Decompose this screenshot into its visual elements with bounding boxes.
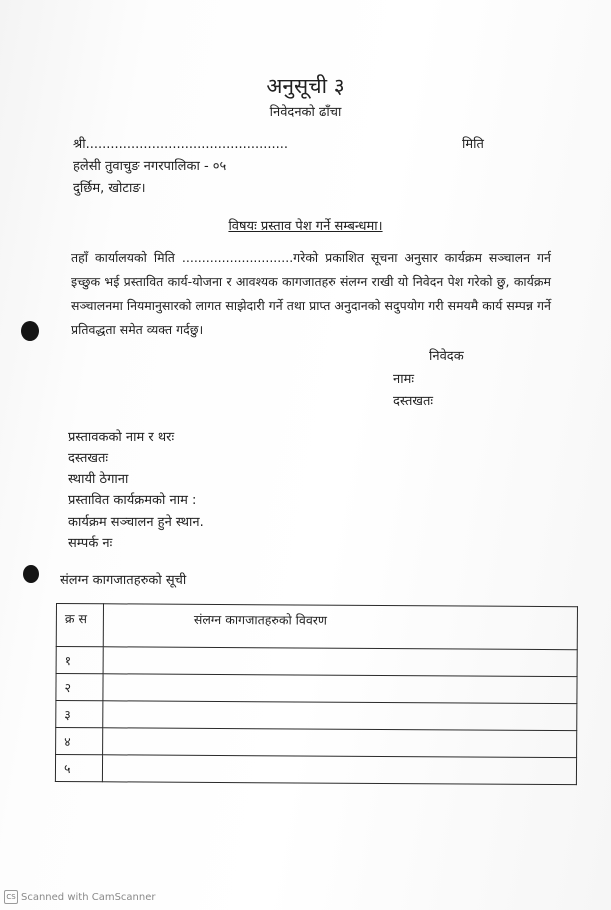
serial-number-cell: २ bbox=[56, 674, 103, 701]
proposer-signature-label: दस्तखतः bbox=[68, 451, 109, 466]
description-header: संलग्न कागजातहरुको विवरण bbox=[103, 604, 577, 650]
attachments-heading: संलग्न कागजातहरुको सूची bbox=[60, 573, 187, 588]
punch-hole bbox=[21, 321, 39, 341]
addressee-location: दुर्छिम, खोटाङ। bbox=[73, 181, 146, 196]
form-subtitle: निवेदनको ढाँचा bbox=[269, 105, 342, 120]
serial-number-header: क्र स bbox=[56, 604, 103, 647]
applicant-name-label: नामः bbox=[393, 372, 414, 387]
serial-number-cell: ५ bbox=[55, 755, 102, 782]
watermark-text: Scanned with CamScanner bbox=[21, 891, 156, 903]
table-row bbox=[56, 728, 577, 758]
program-location-label: कार्यक्रम सञ्चालन हुने स्थान. bbox=[68, 515, 204, 530]
serial-number-cell: १ bbox=[56, 647, 103, 674]
subject-line bbox=[0, 216, 611, 234]
serial-number-cell: ३ bbox=[56, 701, 103, 728]
description-cell bbox=[103, 701, 577, 731]
camscanner-logo-icon: CS bbox=[4, 890, 18, 904]
table-row bbox=[56, 701, 577, 731]
serial-number-cell: ४ bbox=[56, 728, 103, 755]
description-cell bbox=[103, 647, 577, 677]
punch-hole bbox=[23, 565, 39, 583]
table-row bbox=[56, 674, 577, 704]
table-row bbox=[56, 647, 577, 677]
description-cell bbox=[103, 674, 577, 704]
applicant-label: निवेदक bbox=[429, 349, 464, 364]
camscanner-watermark bbox=[4, 890, 156, 904]
attachments-table bbox=[55, 603, 578, 785]
proposer-name-label: प्रस्तावकको नाम र थरः bbox=[68, 430, 175, 445]
description-cell bbox=[102, 755, 576, 785]
program-name-label: प्रस्तावित कार्यक्रमको नाम : bbox=[68, 493, 197, 508]
date-label: मिति bbox=[462, 137, 484, 152]
permanent-address-label: स्थायी ठेगाना bbox=[68, 472, 129, 487]
form-title: अनुसूची ३ bbox=[266, 74, 345, 98]
applicant-signature-label: दस्तखतः bbox=[393, 394, 434, 409]
body-paragraph: तहाँ कार्यालयको मिति ............................गरेको प्रकाशित सूचना अनुसार कार्यक्रम सञ्चालन गर्न इच्छुक भई प्रस्तावित कार्य-योजना र आवश्यक कागजातहरु संलग्न राखी यो निवेदन पेश गरेको छु, कार्यक्रम सञ्चालनमा नियमानुसारको लागत साझेदारी गर्ने तथा प्राप्त अनुदानको सदुपयोग गरी समयमै कार्य सम्पन्न गर्ने प्रतिवद्धता समेत व्यक्त गर्दछु। bbox=[71, 250, 551, 337]
subject-text: विषयः प्रस्ताव पेश गर्ने सम्बन्धमा। bbox=[228, 219, 383, 234]
table-header-row bbox=[56, 604, 577, 650]
contact-label: सम्पर्क नः bbox=[68, 536, 113, 551]
description-cell bbox=[103, 728, 577, 758]
addressee-municipality: हलेसी तुवाचुङ नगरपालिका - ०५ bbox=[73, 159, 227, 174]
addressee-line: श्री................................................. bbox=[73, 137, 289, 152]
table-row bbox=[55, 755, 576, 785]
